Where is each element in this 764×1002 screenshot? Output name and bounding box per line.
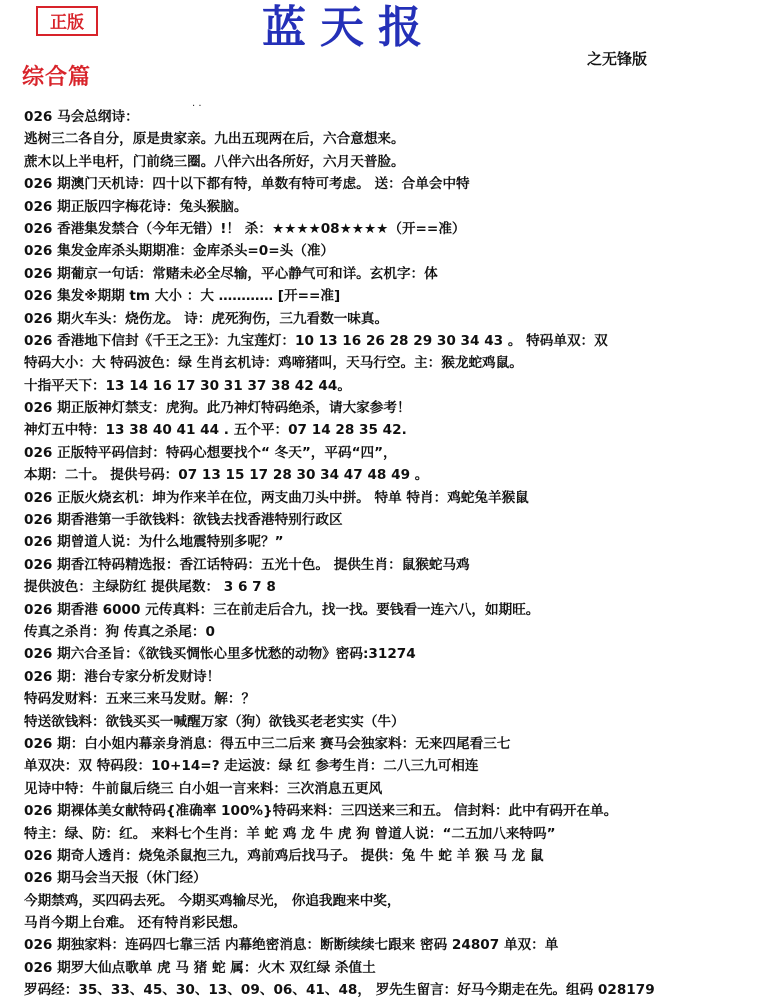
text-line: 特码发财料：五来三来马发财。解：？ <box>24 691 256 708</box>
text-line: 十指平天下：13 14 16 17 30 31 37 38 42 44。 <box>24 377 351 394</box>
text-line: 026 期奇人透肖：烧兔杀鼠抱三九，鸡前鸡后找马子。 提供：兔 牛 蛇 羊 猴 马 龙 鼠 <box>24 847 544 864</box>
text-line: 026 期香港 6000 元传真料：三在前走后合九，找一找。要钱看一连六八，如期旺。 <box>24 601 540 618</box>
text-line: 026 期马会当天报（休门经） <box>24 870 207 887</box>
text-line: 提供波色：主绿防红 提供尾数： 3 6 7 8 <box>24 579 276 596</box>
text-line: 逃树三二各自分，原是贵家亲。九出五现两在后，六合意想来。 <box>24 131 405 148</box>
text-line: 026 集发金库杀头期期准：金库杀头=0=头（准） <box>24 243 335 260</box>
text-line: 026 期：港台专家分析发财诗！ <box>24 668 221 685</box>
text-line: 见诗中特：牛前鼠后绕三 白小姐一言来料：三次消息五更风 <box>24 780 383 797</box>
text-line: 026 期：白小姐内幕亲身消息：得五中三二后来 赛马会独家料：无来四尾看三七 <box>24 735 511 752</box>
text-line: 026 期六合圣旨：《欲钱买惆怅心里多忧愁的动物》密码:31274 <box>24 646 416 663</box>
text-line: 026 期曾道人说：为什么地震特别多呢？” <box>24 534 284 551</box>
text-line: 单双决：双 特码段：10+14=? 走运波：绿 红 参考生肖：二八三九可相连 <box>24 758 479 775</box>
text-line: 026 期正版四字梅花诗：兔头猴脑。 <box>24 198 248 215</box>
text-line: 特送欲钱料：欲钱买买一喊醒万家（狗）欲钱买老老实实（牛） <box>24 713 405 730</box>
text-line: 026 期独家料：连码四七靠三活 内幕绝密消息：断断续续七跟来 密码 24807 单双：单 <box>24 937 559 954</box>
text-line: 特码大小：大 特码波色：绿 生肖玄机诗：鸡啼猪叫，天马行空。主：猴龙蛇鸡鼠。 <box>24 355 523 372</box>
text-line: 026 香港地下信封《千王之王》：九宝莲灯：10 13 16 26 28 29 30 34 43 。 特码单双：双 <box>24 332 608 349</box>
text-line: 传真之杀肖：狗 传真之杀尾：0 <box>24 623 215 640</box>
text-line: 026 期火车头：烧伤龙。 诗：虎死狗伤，三九看数一味真。 <box>24 310 389 327</box>
newspaper-title: 蓝天报 <box>262 2 436 53</box>
text-line: 马肖今期上台难。 还有特肖彩民想。 <box>24 915 247 932</box>
text-line: 神灯五中特：13 38 40 41 44 . 五个平：07 14 28 35 42. <box>24 422 407 439</box>
text-line: 026 正版火烧玄机：坤为作来羊在位，两支曲刀头中拼。 特单 特肖：鸡蛇兔羊猴鼠 <box>24 489 529 506</box>
text-line: 特主：绿、防：红。 来料七个生肖：羊 蛇 鸡 龙 牛 虎 狗 曾道人说：“二五加八来特吗” <box>24 825 556 842</box>
edition-subtitle: 之无锋版 <box>587 50 648 68</box>
text-line: 罗码经：35、33、45、30、13、09、06、41、48， 罗先生留言：好马今期走在先。组码 028179 <box>24 982 655 999</box>
text-line: 026 期正版神灯禁支：虎狗。此乃神灯特码绝杀，请大家参考！ <box>24 400 411 417</box>
section-heading: 综合篇 <box>22 65 92 90</box>
text-line: 026 香港集发禁合（今年无错）!！ 杀：★★★★08★★★★（开==准） <box>24 220 466 237</box>
content-lines <box>24 106 754 1002</box>
text-line: 026 期裸体美女献特码{准确率 100%}特码来料：三四送来三和五。 信封料：此中有码开在单。 <box>24 803 618 820</box>
decorative-dots: . . <box>192 98 202 109</box>
text-line: 026 马会总纲诗： <box>24 109 139 125</box>
text-line: 蔗木以上半电杆，门前绕三圈。八伴六出各所好，六月天普脸。 <box>24 153 405 170</box>
text-line: 026 正版特平码信封：特码心想要找个“ 冬天”，平码“四”， <box>24 444 397 461</box>
text-line: 026 期澳门天机诗：四十以下都有特，单数有特可考虑。 送：合单会中特 <box>24 176 470 193</box>
text-line: 026 期香港第一手欲钱料：欲钱去找香港特别行政区 <box>24 512 343 529</box>
text-line: 026 集发※期期 tm 大小 ：大 ………… [开==准] <box>24 288 341 305</box>
text-line: 026 期葡京一句话：常赌未必全尽输，平心静气可和详。玄机字：体 <box>24 265 438 282</box>
text-line: 026 期罗大仙点歌单 虎 马 猪 蛇 属：火木 双红绿 杀值土 <box>24 959 376 976</box>
text-line: 026 期香江特码精选报：香江话特码：五光十色。 提供生肖：鼠猴蛇马鸡 <box>24 556 470 573</box>
genuine-edition-stamp: 正版 <box>36 6 98 36</box>
text-line: 今期禁鸡，买四码去死。 今期买鸡输尽光， 你追我跑来中奖， <box>24 892 401 909</box>
text-line: 本期：二十。 提供号码：07 13 15 17 28 30 34 47 48 49 。 <box>24 467 429 484</box>
